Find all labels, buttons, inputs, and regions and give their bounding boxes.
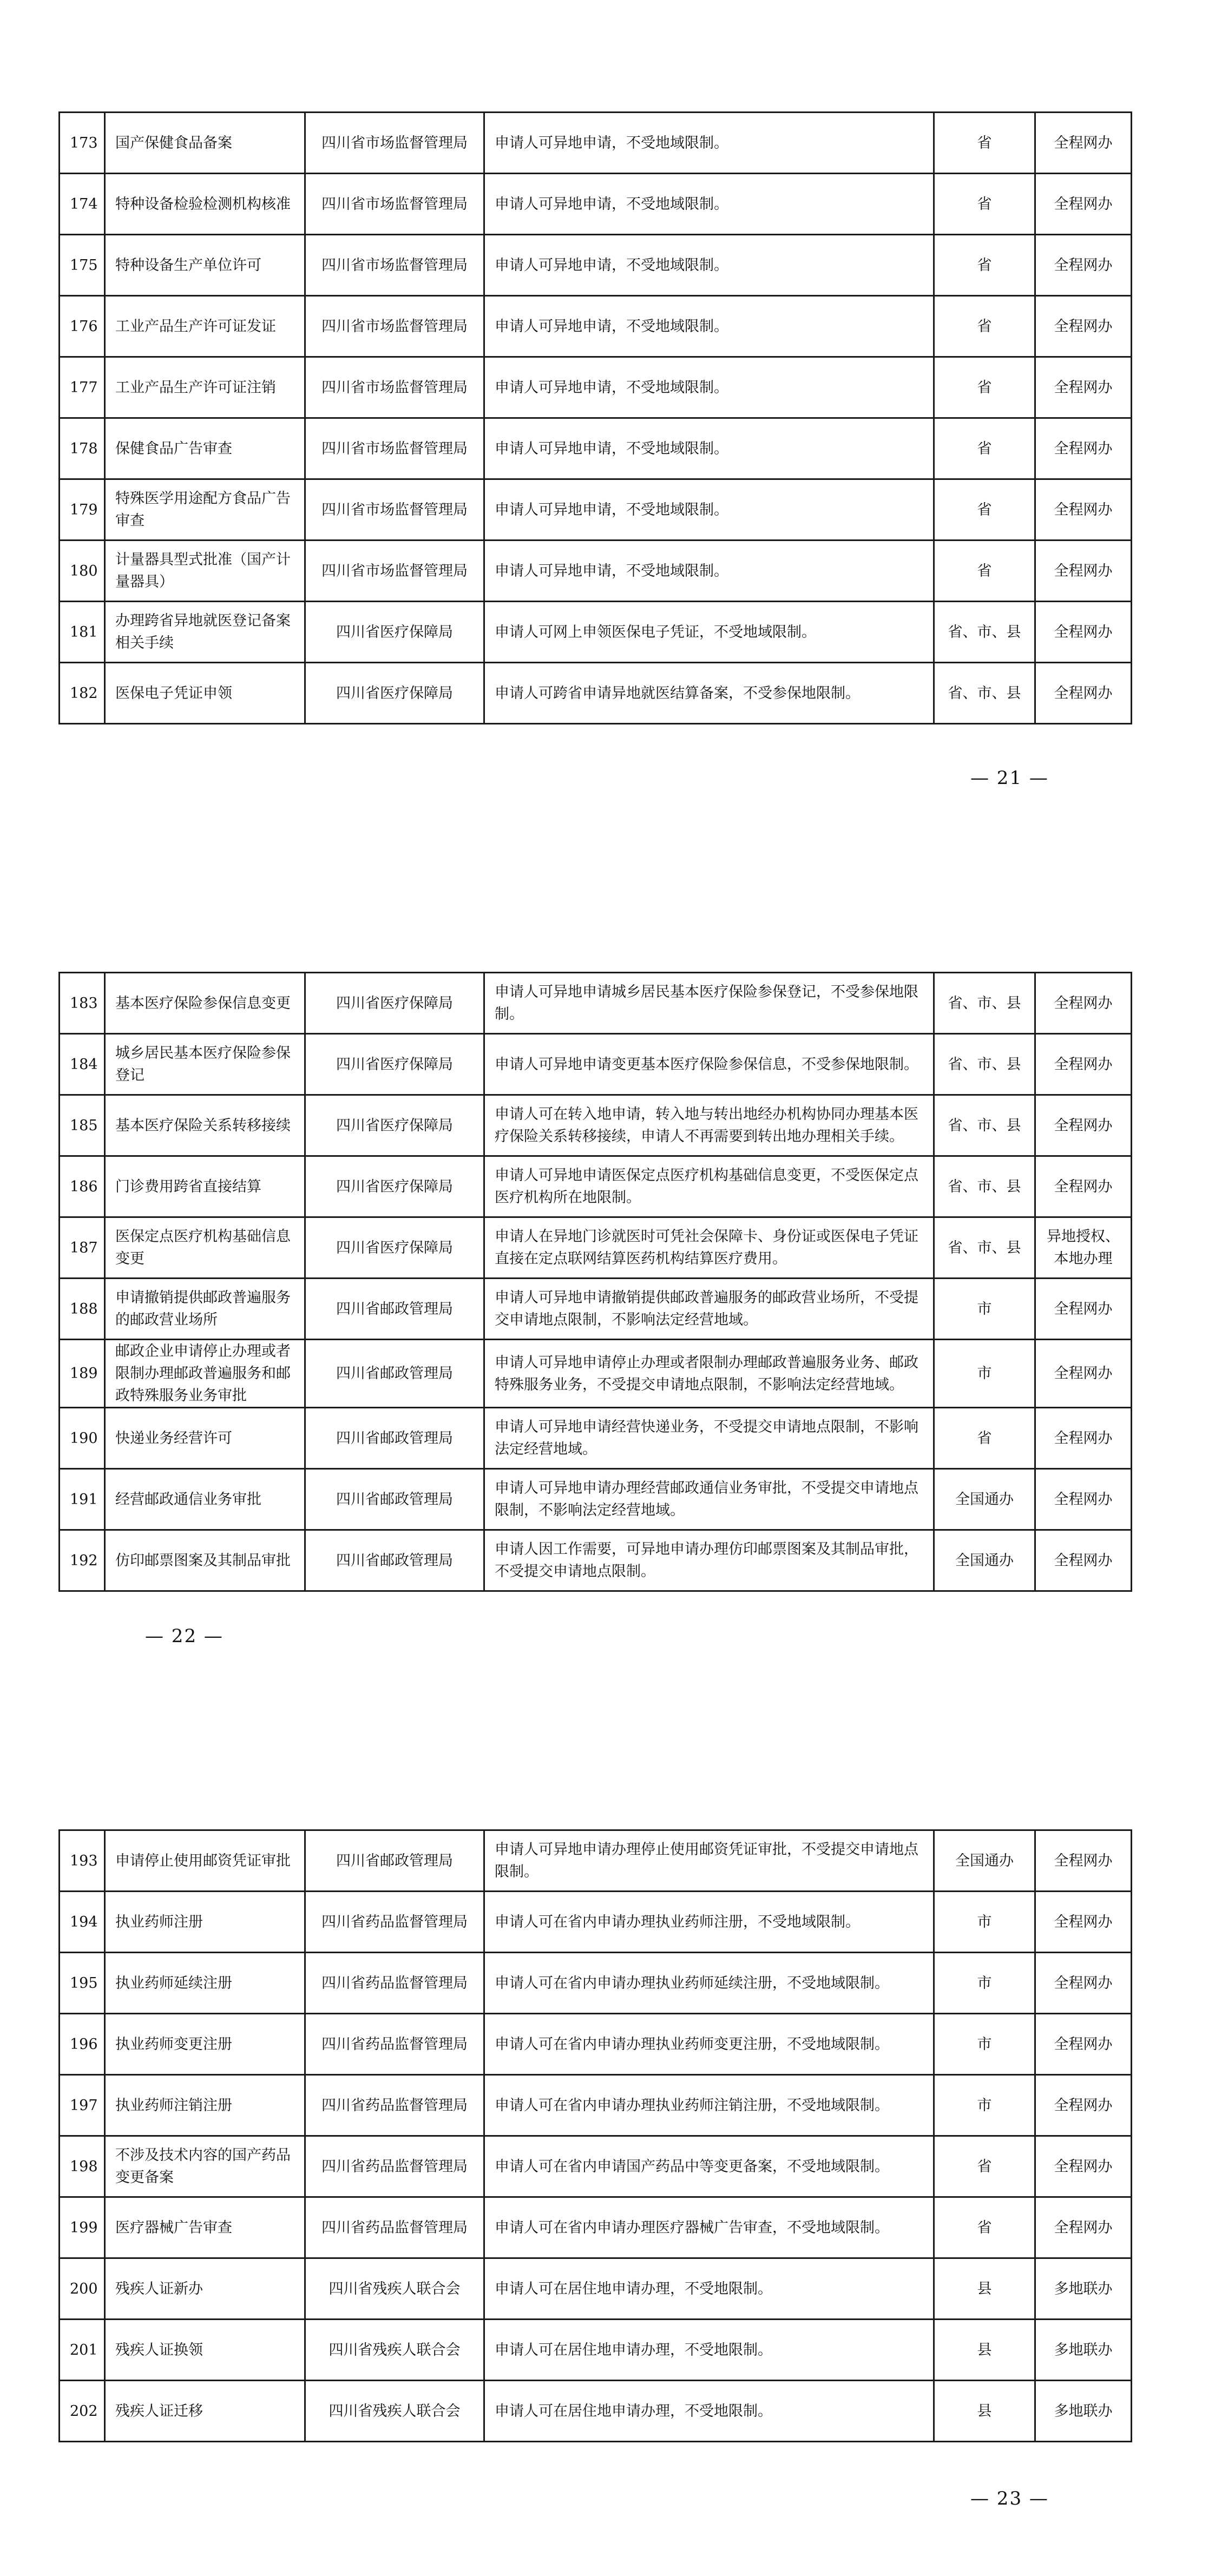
handling-level: 县 — [934, 2258, 1035, 2320]
handling-level: 市 — [934, 2075, 1035, 2136]
department: 四川省医疗保障局 — [305, 1095, 484, 1156]
description: 申请人可异地申请停止办理或者限制办理邮政普遍服务业务、邮政特殊服务业务，不受提交申请地点限制，不影响法定经营地域。 — [484, 1340, 934, 1408]
row-number: 182 — [60, 663, 105, 724]
handling-mode: 全程网办 — [1035, 1953, 1132, 2014]
row-number: 201 — [60, 2320, 105, 2381]
row-number: 195 — [60, 1953, 105, 2014]
table-row — [60, 1340, 1132, 1408]
description: 申请人可跨省申请异地就医结算备案，不受参保地限制。 — [484, 663, 934, 724]
item-name: 工业产品生产许可证注销 — [105, 357, 305, 418]
item-name: 特殊医学用途配方食品广告审查 — [105, 479, 305, 541]
row-number: 173 — [60, 113, 105, 174]
handling-level: 全国通办 — [934, 1469, 1035, 1530]
handling-level: 省 — [934, 296, 1035, 357]
handling-mode: 全程网办 — [1035, 296, 1132, 357]
department: 四川省邮政管理局 — [305, 1469, 484, 1530]
item-name: 快递业务经营许可 — [105, 1408, 305, 1469]
description: 申请人可在居住地申请办理，不受地限制。 — [484, 2258, 934, 2320]
row-number: 186 — [60, 1156, 105, 1217]
table-row — [60, 174, 1132, 235]
item-name: 医疗器械广告审查 — [105, 2197, 305, 2258]
handling-level: 省、市、县 — [934, 1156, 1035, 1217]
table-row — [60, 357, 1132, 418]
table-row — [60, 602, 1132, 663]
description: 申请人可在省内申请办理执业药师注册，不受地域限制。 — [484, 1892, 934, 1953]
department: 四川省药品监督管理局 — [305, 2075, 484, 2136]
item-name: 残疾人证换领 — [105, 2320, 305, 2381]
description: 申请人可异地申请变更基本医疗保险参保信息，不受参保地限制。 — [484, 1034, 934, 1095]
item-name: 执业药师延续注册 — [105, 1953, 305, 2014]
description: 申请人可异地申请，不受地域限制。 — [484, 113, 934, 174]
description: 申请人可异地申请撤销提供邮政普遍服务的邮政营业场所，不受提交申请地点限制，不影响法定经营地域。 — [484, 1279, 934, 1340]
item-name: 仿印邮票图案及其制品审批 — [105, 1530, 305, 1591]
table-row — [60, 663, 1132, 724]
handling-level: 省 — [934, 113, 1035, 174]
handling-mode: 全程网办 — [1035, 1408, 1132, 1469]
handling-level: 市 — [934, 1953, 1035, 2014]
row-number: 192 — [60, 1530, 105, 1591]
row-number: 197 — [60, 2075, 105, 2136]
department: 四川省市场监督管理局 — [305, 296, 484, 357]
department: 四川省邮政管理局 — [305, 1530, 484, 1591]
handling-level: 省 — [934, 1408, 1035, 1469]
handling-mode: 全程网办 — [1035, 235, 1132, 296]
description: 申请人可在省内申请办理执业药师注销注册，不受地域限制。 — [484, 2075, 934, 2136]
row-number: 198 — [60, 2136, 105, 2197]
service-table — [58, 111, 1132, 724]
row-number: 188 — [60, 1279, 105, 1340]
department: 四川省药品监督管理局 — [305, 2136, 484, 2197]
item-name: 门诊费用跨省直接结算 — [105, 1156, 305, 1217]
description: 申请人可在省内申请办理执业药师变更注册，不受地域限制。 — [484, 2014, 934, 2075]
table-row — [60, 1217, 1132, 1279]
department: 四川省残疾人联合会 — [305, 2320, 484, 2381]
item-name: 不涉及技术内容的国产药品变更备案 — [105, 2136, 305, 2197]
handling-mode: 全程网办 — [1035, 1830, 1132, 1892]
table-row — [60, 479, 1132, 541]
row-number: 196 — [60, 2014, 105, 2075]
handling-mode: 全程网办 — [1035, 1279, 1132, 1340]
handling-level: 省 — [934, 174, 1035, 235]
handling-mode: 多地联办 — [1035, 2320, 1132, 2381]
row-number: 202 — [60, 2381, 105, 2442]
description: 申请人可异地申请，不受地域限制。 — [484, 235, 934, 296]
handling-level: 省、市、县 — [934, 663, 1035, 724]
item-name: 执业药师变更注册 — [105, 2014, 305, 2075]
handling-mode: 全程网办 — [1035, 479, 1132, 541]
department: 四川省市场监督管理局 — [305, 541, 484, 602]
table-row — [60, 113, 1132, 174]
item-name: 经营邮政通信业务审批 — [105, 1469, 305, 1530]
item-name: 特种设备检验检测机构核准 — [105, 174, 305, 235]
handling-mode: 全程网办 — [1035, 2075, 1132, 2136]
department: 四川省医疗保障局 — [305, 1217, 484, 1279]
handling-level: 省、市、县 — [934, 1034, 1035, 1095]
department: 四川省医疗保障局 — [305, 602, 484, 663]
row-number: 190 — [60, 1408, 105, 1469]
description: 申请人可异地申请，不受地域限制。 — [484, 541, 934, 602]
handling-level: 省、市、县 — [934, 973, 1035, 1034]
handling-level: 市 — [934, 2014, 1035, 2075]
description: 申请人可异地申请，不受地域限制。 — [484, 357, 934, 418]
handling-level: 市 — [934, 1340, 1035, 1408]
item-name: 残疾人证迁移 — [105, 2381, 305, 2442]
description: 申请人可在省内申请办理医疗器械广告审查，不受地域限制。 — [484, 2197, 934, 2258]
table-row — [60, 418, 1132, 479]
handling-mode: 全程网办 — [1035, 1530, 1132, 1591]
handling-level: 市 — [934, 1279, 1035, 1340]
item-name: 特种设备生产单位许可 — [105, 235, 305, 296]
item-name: 工业产品生产许可证发证 — [105, 296, 305, 357]
description: 申请人可异地申请办理停止使用邮资凭证审批，不受提交申请地点限制。 — [484, 1830, 934, 1892]
table-row — [60, 541, 1132, 602]
table-row — [60, 2258, 1132, 2320]
table-row — [60, 1156, 1132, 1217]
handling-mode: 全程网办 — [1035, 1892, 1132, 1953]
handling-mode: 全程网办 — [1035, 1340, 1132, 1408]
handling-mode: 多地联办 — [1035, 2258, 1132, 2320]
item-name: 基本医疗保险关系转移接续 — [105, 1095, 305, 1156]
description: 申请人可异地申请，不受地域限制。 — [484, 296, 934, 357]
row-number: 193 — [60, 1830, 105, 1892]
handling-level: 县 — [934, 2381, 1035, 2442]
description: 申请人可异地申请城乡居民基本医疗保险参保登记，不受参保地限制。 — [484, 973, 934, 1034]
department: 四川省市场监督管理局 — [305, 174, 484, 235]
handling-mode: 全程网办 — [1035, 418, 1132, 479]
handling-mode: 全程网办 — [1035, 541, 1132, 602]
row-number: 200 — [60, 2258, 105, 2320]
handling-level: 省 — [934, 479, 1035, 541]
description: 申请人可异地申请办理经营邮政通信业务审批，不受提交申请地点限制，不影响法定经营地域。 — [484, 1469, 934, 1530]
department: 四川省市场监督管理局 — [305, 357, 484, 418]
table-row — [60, 1095, 1132, 1156]
table-row — [60, 1953, 1132, 2014]
item-name: 计量器具型式批准（国产计量器具） — [105, 541, 305, 602]
description: 申请人可在居住地申请办理，不受地限制。 — [484, 2320, 934, 2381]
description: 申请人可异地申请，不受地域限制。 — [484, 418, 934, 479]
description: 申请人可在省内申请国产药品中等变更备案，不受地域限制。 — [484, 2136, 934, 2197]
description: 申请人可异地申请医保定点医疗机构基础信息变更，不受医保定点医疗机构所在地限制。 — [484, 1156, 934, 1217]
service-table — [58, 1829, 1132, 2442]
row-number: 194 — [60, 1892, 105, 1953]
row-number: 177 — [60, 357, 105, 418]
page-number: — 23 — — [970, 2488, 1049, 2509]
table-row — [60, 296, 1132, 357]
handling-level: 省 — [934, 235, 1035, 296]
row-number: 185 — [60, 1095, 105, 1156]
table-page-22 — [58, 972, 1131, 1592]
handling-mode: 全程网办 — [1035, 973, 1132, 1034]
item-name: 执业药师注册 — [105, 1892, 305, 1953]
item-name: 办理跨省异地就医登记备案相关手续 — [105, 602, 305, 663]
row-number: 187 — [60, 1217, 105, 1279]
row-number: 189 — [60, 1340, 105, 1408]
table-row — [60, 2136, 1132, 2197]
handling-mode: 全程网办 — [1035, 663, 1132, 724]
service-table — [58, 972, 1132, 1592]
row-number: 175 — [60, 235, 105, 296]
page-number: — 21 — — [970, 767, 1049, 789]
department: 四川省药品监督管理局 — [305, 1892, 484, 1953]
table-page-23 — [58, 1829, 1131, 2442]
handling-level: 县 — [934, 2320, 1035, 2381]
item-name: 残疾人证新办 — [105, 2258, 305, 2320]
table-row — [60, 1408, 1132, 1469]
handling-mode: 多地联办 — [1035, 2381, 1132, 2442]
row-number: 176 — [60, 296, 105, 357]
description: 申请人可网上申领医保电子凭证，不受地域限制。 — [484, 602, 934, 663]
table-row — [60, 1279, 1132, 1340]
row-number: 178 — [60, 418, 105, 479]
department: 四川省药品监督管理局 — [305, 2014, 484, 2075]
handling-level: 市 — [934, 1892, 1035, 1953]
handling-mode: 全程网办 — [1035, 1156, 1132, 1217]
handling-mode: 全程网办 — [1035, 602, 1132, 663]
handling-mode: 全程网办 — [1035, 174, 1132, 235]
handling-level: 全国通办 — [934, 1830, 1035, 1892]
row-number: 184 — [60, 1034, 105, 1095]
row-number: 174 — [60, 174, 105, 235]
table-row — [60, 235, 1132, 296]
table-row — [60, 973, 1132, 1034]
table-row — [60, 1034, 1132, 1095]
handling-mode: 异地授权、本地办理 — [1035, 1217, 1132, 1279]
handling-level: 省、市、县 — [934, 1217, 1035, 1279]
item-name: 邮政企业申请停止办理或者限制办理邮政普遍服务和邮政特殊服务业务审批 — [105, 1340, 305, 1408]
handling-mode: 全程网办 — [1035, 1095, 1132, 1156]
row-number: 180 — [60, 541, 105, 602]
handling-mode: 全程网办 — [1035, 1034, 1132, 1095]
department: 四川省医疗保障局 — [305, 1156, 484, 1217]
handling-level: 省 — [934, 2197, 1035, 2258]
table-row — [60, 2320, 1132, 2381]
handling-level: 省、市、县 — [934, 602, 1035, 663]
handling-mode: 全程网办 — [1035, 1469, 1132, 1530]
department: 四川省药品监督管理局 — [305, 2197, 484, 2258]
handling-mode: 全程网办 — [1035, 357, 1132, 418]
table-page-21 — [58, 111, 1131, 724]
description: 申请人可在转入地申请，转入地与转出地经办机构协同办理基本医疗保险关系转移接续，申请人不再需要到转出地办理相关手续。 — [484, 1095, 934, 1156]
item-name: 医保电子凭证申领 — [105, 663, 305, 724]
description: 申请人可异地申请，不受地域限制。 — [484, 174, 934, 235]
table-row — [60, 2381, 1132, 2442]
department: 四川省医疗保障局 — [305, 663, 484, 724]
row-number: 199 — [60, 2197, 105, 2258]
handling-level: 省 — [934, 2136, 1035, 2197]
department: 四川省邮政管理局 — [305, 1408, 484, 1469]
table-row — [60, 1892, 1132, 1953]
item-name: 申请停止使用邮资凭证审批 — [105, 1830, 305, 1892]
description: 申请人可在省内申请办理执业药师延续注册，不受地域限制。 — [484, 1953, 934, 2014]
handling-mode: 全程网办 — [1035, 2014, 1132, 2075]
item-name: 执业药师注销注册 — [105, 2075, 305, 2136]
department: 四川省医疗保障局 — [305, 973, 484, 1034]
department: 四川省药品监督管理局 — [305, 1953, 484, 2014]
department: 四川省邮政管理局 — [305, 1340, 484, 1408]
row-number: 181 — [60, 602, 105, 663]
description: 申请人可在居住地申请办理，不受地限制。 — [484, 2381, 934, 2442]
handling-mode: 全程网办 — [1035, 113, 1132, 174]
table-row — [60, 1530, 1132, 1591]
department: 四川省市场监督管理局 — [305, 479, 484, 541]
department: 四川省残疾人联合会 — [305, 2258, 484, 2320]
department: 四川省邮政管理局 — [305, 1279, 484, 1340]
table-row — [60, 1830, 1132, 1892]
row-number: 179 — [60, 479, 105, 541]
item-name: 国产保健食品备案 — [105, 113, 305, 174]
row-number: 191 — [60, 1469, 105, 1530]
department: 四川省市场监督管理局 — [305, 418, 484, 479]
description: 申请人在异地门诊就医时可凭社会保障卡、身份证或医保电子凭证直接在定点联网结算医药机构结算医疗费用。 — [484, 1217, 934, 1279]
table-row — [60, 2014, 1132, 2075]
item-name: 医保定点医疗机构基础信息变更 — [105, 1217, 305, 1279]
department: 四川省邮政管理局 — [305, 1830, 484, 1892]
handling-level: 省 — [934, 357, 1035, 418]
department: 四川省市场监督管理局 — [305, 235, 484, 296]
handling-mode: 全程网办 — [1035, 2136, 1132, 2197]
description: 申请人可异地申请，不受地域限制。 — [484, 479, 934, 541]
handling-mode: 全程网办 — [1035, 2197, 1132, 2258]
page-number: — 22 — — [145, 1625, 224, 1647]
description: 申请人因工作需要，可异地申请办理仿印邮票图案及其制品审批，不受提交申请地点限制。 — [484, 1530, 934, 1591]
table-row — [60, 2075, 1132, 2136]
item-name: 基本医疗保险参保信息变更 — [105, 973, 305, 1034]
row-number: 183 — [60, 973, 105, 1034]
handling-level: 省、市、县 — [934, 1095, 1035, 1156]
department: 四川省医疗保障局 — [305, 1034, 484, 1095]
handling-level: 省 — [934, 418, 1035, 479]
description: 申请人可异地申请经营快递业务，不受提交申请地点限制，不影响法定经营地域。 — [484, 1408, 934, 1469]
item-name: 城乡居民基本医疗保险参保登记 — [105, 1034, 305, 1095]
table-row — [60, 1469, 1132, 1530]
table-row — [60, 2197, 1132, 2258]
handling-level: 全国通办 — [934, 1530, 1035, 1591]
item-name: 申请撤销提供邮政普遍服务的邮政营业场所 — [105, 1279, 305, 1340]
handling-level: 省 — [934, 541, 1035, 602]
department: 四川省市场监督管理局 — [305, 113, 484, 174]
item-name: 保健食品广告审查 — [105, 418, 305, 479]
department: 四川省残疾人联合会 — [305, 2381, 484, 2442]
